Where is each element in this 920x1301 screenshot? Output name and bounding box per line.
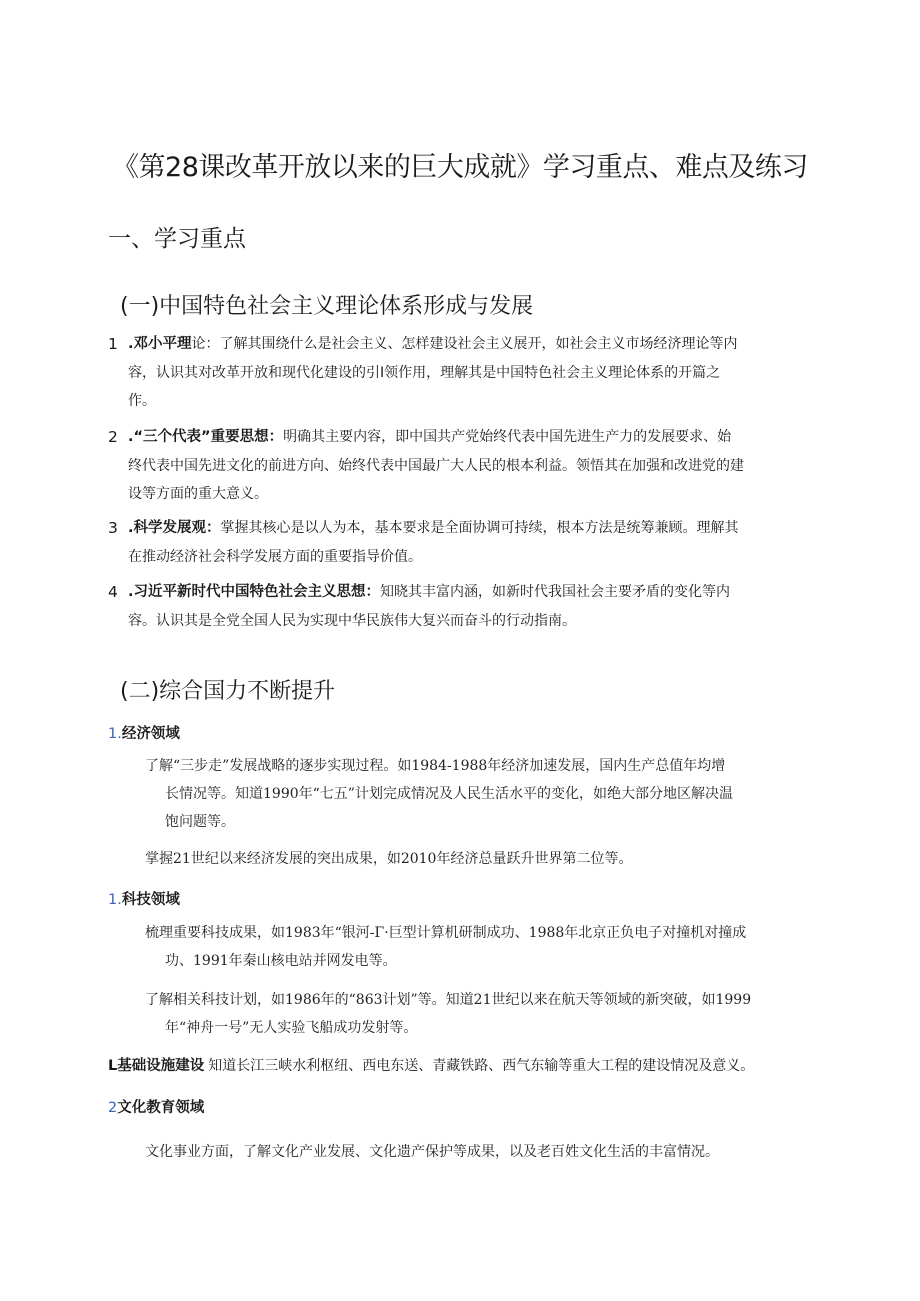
tech-paragraph-2 <box>145 986 835 1042</box>
infrastructure-line <box>108 1054 754 1075</box>
tech-number: 1. <box>108 892 122 908</box>
item-label: .科学发展观： <box>128 520 221 536</box>
theory-item-1 <box>108 330 820 416</box>
culture-paragraph-1 <box>145 1138 835 1166</box>
item-line: 设等方面的重大意义。 <box>128 486 268 502</box>
theory-item-2 <box>108 423 820 509</box>
para-line: 掌握21世纪以来经济发展的突出成果，如2010年经济总量跃升世界第二位等。 <box>145 851 633 867</box>
culture-label: 文化教育领域 <box>117 1100 205 1116</box>
item-line: 明确其主要内容，即中国共产党始终代表中国先进生产力的发展要求、始 <box>283 429 732 445</box>
economy-heading <box>108 722 180 743</box>
theory-item-3 <box>108 514 820 571</box>
item-line: 论：了解其围绕什么是社会主义、怎样建设社会主义展开，如社会主义市场经济理论等内 <box>191 336 738 352</box>
para-line: 长情况等。知道1990年“七五”计划完成情况及人民生活水平的变化，如绝大部分地区解决温 <box>165 786 733 802</box>
item-label: .“三个代表”重要思想： <box>128 429 284 445</box>
infrastructure-label: L基础设施建设 <box>108 1058 205 1074</box>
item-line: 容。认识其是全党全国人民为实现中华民族伟大复兴而奋斗的行动指南。 <box>128 612 576 629</box>
item-line: 掌握其核心是以人为本，基本要求是全面协调可持续，根本方法是统筹兼顾。理解其 <box>220 520 739 536</box>
item-number: 3 <box>108 519 118 537</box>
item-label: .习近平新时代中国特色社会主义思想： <box>128 584 381 600</box>
tech-label: 科技领域 <box>121 892 180 908</box>
item-number: 1 <box>108 335 118 353</box>
item-label: .邓小平理 <box>128 336 192 352</box>
section-heading-key-points: 一、学习重点 <box>108 226 246 252</box>
theory-item-4 <box>108 578 820 635</box>
item-line: 作。 <box>128 393 156 409</box>
para-line: 文化事业方面，了解文化产业发展、文化遗产保护等成果，以及老百姓文化生活的丰富情况。 <box>145 1144 719 1160</box>
economy-paragraph-2 <box>145 845 835 873</box>
para-line: 饱问题等。 <box>165 814 235 830</box>
culture-heading <box>108 1096 204 1117</box>
economy-paragraph-1 <box>145 752 835 836</box>
para-line: 功、1991年秦山核电站并网发电等。 <box>165 953 397 969</box>
subsection-heading-national-strength: (二)综合国力不断提升 <box>120 679 336 704</box>
item-line: 在推动经济社会科学发展方面的重要指导价值。 <box>128 548 422 565</box>
culture-number: 2 <box>108 1100 118 1116</box>
item-line: 终代表中国先进文化的前进方向、始终代表中国最广大人民的根本利益。领悟其在加强和改进党的建 <box>128 457 744 474</box>
item-number: 2 <box>108 428 118 446</box>
subsection-heading-theory: (一)中国特色社会主义理论体系形成与发展 <box>120 294 534 319</box>
para-line: 了解相关科技计划，如1986年的“863计划”等。知道21世纪以来在航天等领域的新突破，如1999 <box>145 992 752 1008</box>
item-line: 容，认识其对改革开放和现代化建设的引Ⅰ领作用，理解其是中国特色社会主义理论体系的开篇之 <box>128 364 721 381</box>
para-line: 梳理重要科技成果，如1983年“银河-Γ·巨型计算机研制成功、1988年北京正负电子对撞机对撞成 <box>145 925 747 941</box>
economy-number: 1. <box>108 726 122 742</box>
document-title: 《第28课改革开放以来的巨大成就》学习重点、难点及练习 <box>112 152 808 183</box>
tech-paragraph-1 <box>145 919 835 975</box>
tech-heading <box>108 888 180 909</box>
para-line: 年“神舟一号”无人实验飞船成功发射等。 <box>165 1020 418 1036</box>
para-line: 了解“三步走”发展战略的逐步实现过程。如1984-1988年经济加速发展，国内生产总值年均增 <box>145 758 726 774</box>
item-number: 4 <box>108 583 118 601</box>
economy-label: 经济领域 <box>121 726 180 742</box>
infrastructure-text: 知道长江三峡水利枢纽、西电东送、青藏铁路、西气东输等重大工程的建设情况及意义。 <box>208 1058 755 1074</box>
item-line: 知晓其丰富内涵，如新时代我国社会主要矛盾的变化等内 <box>380 584 731 600</box>
